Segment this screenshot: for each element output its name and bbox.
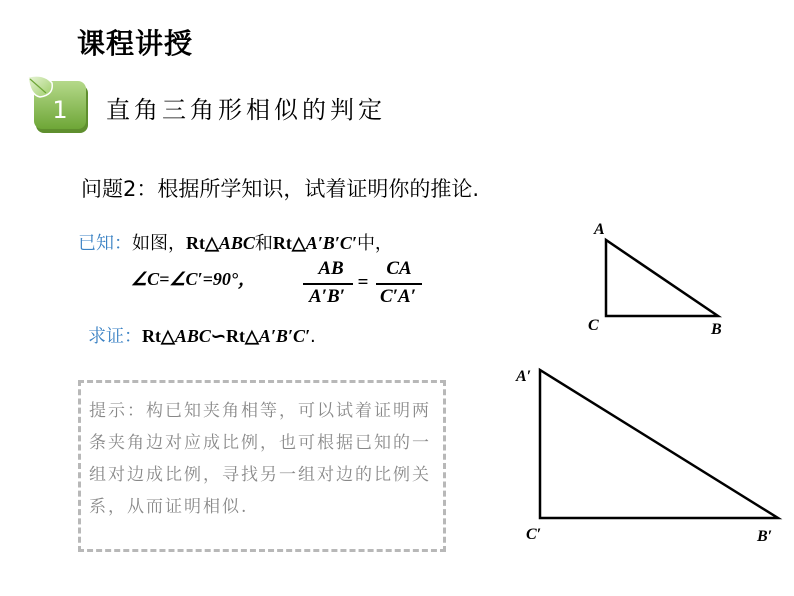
section-badge	[26, 73, 92, 135]
prove-rt2: Rt△	[225, 326, 259, 346]
large-triangle-label-a: A′	[516, 368, 532, 385]
small-triangle-label-a: A	[594, 221, 605, 238]
prove-end: .	[310, 326, 316, 347]
section-heading: 直角三角形相似的判定	[106, 96, 386, 124]
fraction2-numerator: CA	[386, 258, 412, 279]
given-mid: 中，	[356, 233, 393, 254]
small-triangle-label-c: C	[588, 317, 599, 334]
prove-abc-prime: A′B′C′	[258, 326, 311, 346]
given-abc-prime: A′B′C′	[305, 233, 357, 253]
given-label: 已知：	[78, 233, 132, 254]
given-and: 和	[254, 233, 273, 254]
prove-label: 求证：	[88, 326, 142, 347]
small-triangle-label-b: B	[711, 321, 722, 338]
small-triangle	[596, 230, 726, 330]
fraction2-denominator: C′A′	[379, 286, 417, 307]
prove-rt1: Rt△	[142, 326, 175, 346]
fraction1-denominator: A′B′	[308, 286, 346, 307]
fraction1-numerator: AB	[318, 258, 344, 279]
fraction-equals: =	[357, 272, 369, 293]
given-abc: ABC	[218, 233, 255, 253]
course-title: 课程讲授	[77, 27, 194, 60]
problem-text: 问题2：根据所学知识，试着证明你的推论.	[81, 177, 480, 201]
given-intro: 如图，	[132, 233, 186, 254]
given-angle: ∠C=∠C′=90°，	[131, 269, 257, 289]
given-rt2: Rt△	[272, 233, 306, 253]
given-statement	[78, 229, 393, 255]
fraction2-bar	[376, 283, 422, 285]
large-triangle	[530, 360, 790, 530]
prove-abc: ABC	[174, 326, 211, 346]
prove-sim: ∽	[210, 326, 226, 346]
hint-text: 提示：构已知夹角相等，可以试着证明两条夹角边对应成比例，也可根据已知的一组对边成比例，寻找另一组对边的比例关系，从而证明相似.	[89, 401, 431, 517]
prove-statement	[88, 322, 316, 348]
given-rt1: Rt△	[186, 233, 219, 253]
section-number: 1	[52, 96, 68, 124]
fraction1-bar	[303, 283, 353, 285]
large-triangle-label-b: B′	[757, 528, 773, 545]
large-triangle-label-c: C′	[526, 526, 542, 543]
hint-box	[78, 380, 446, 552]
